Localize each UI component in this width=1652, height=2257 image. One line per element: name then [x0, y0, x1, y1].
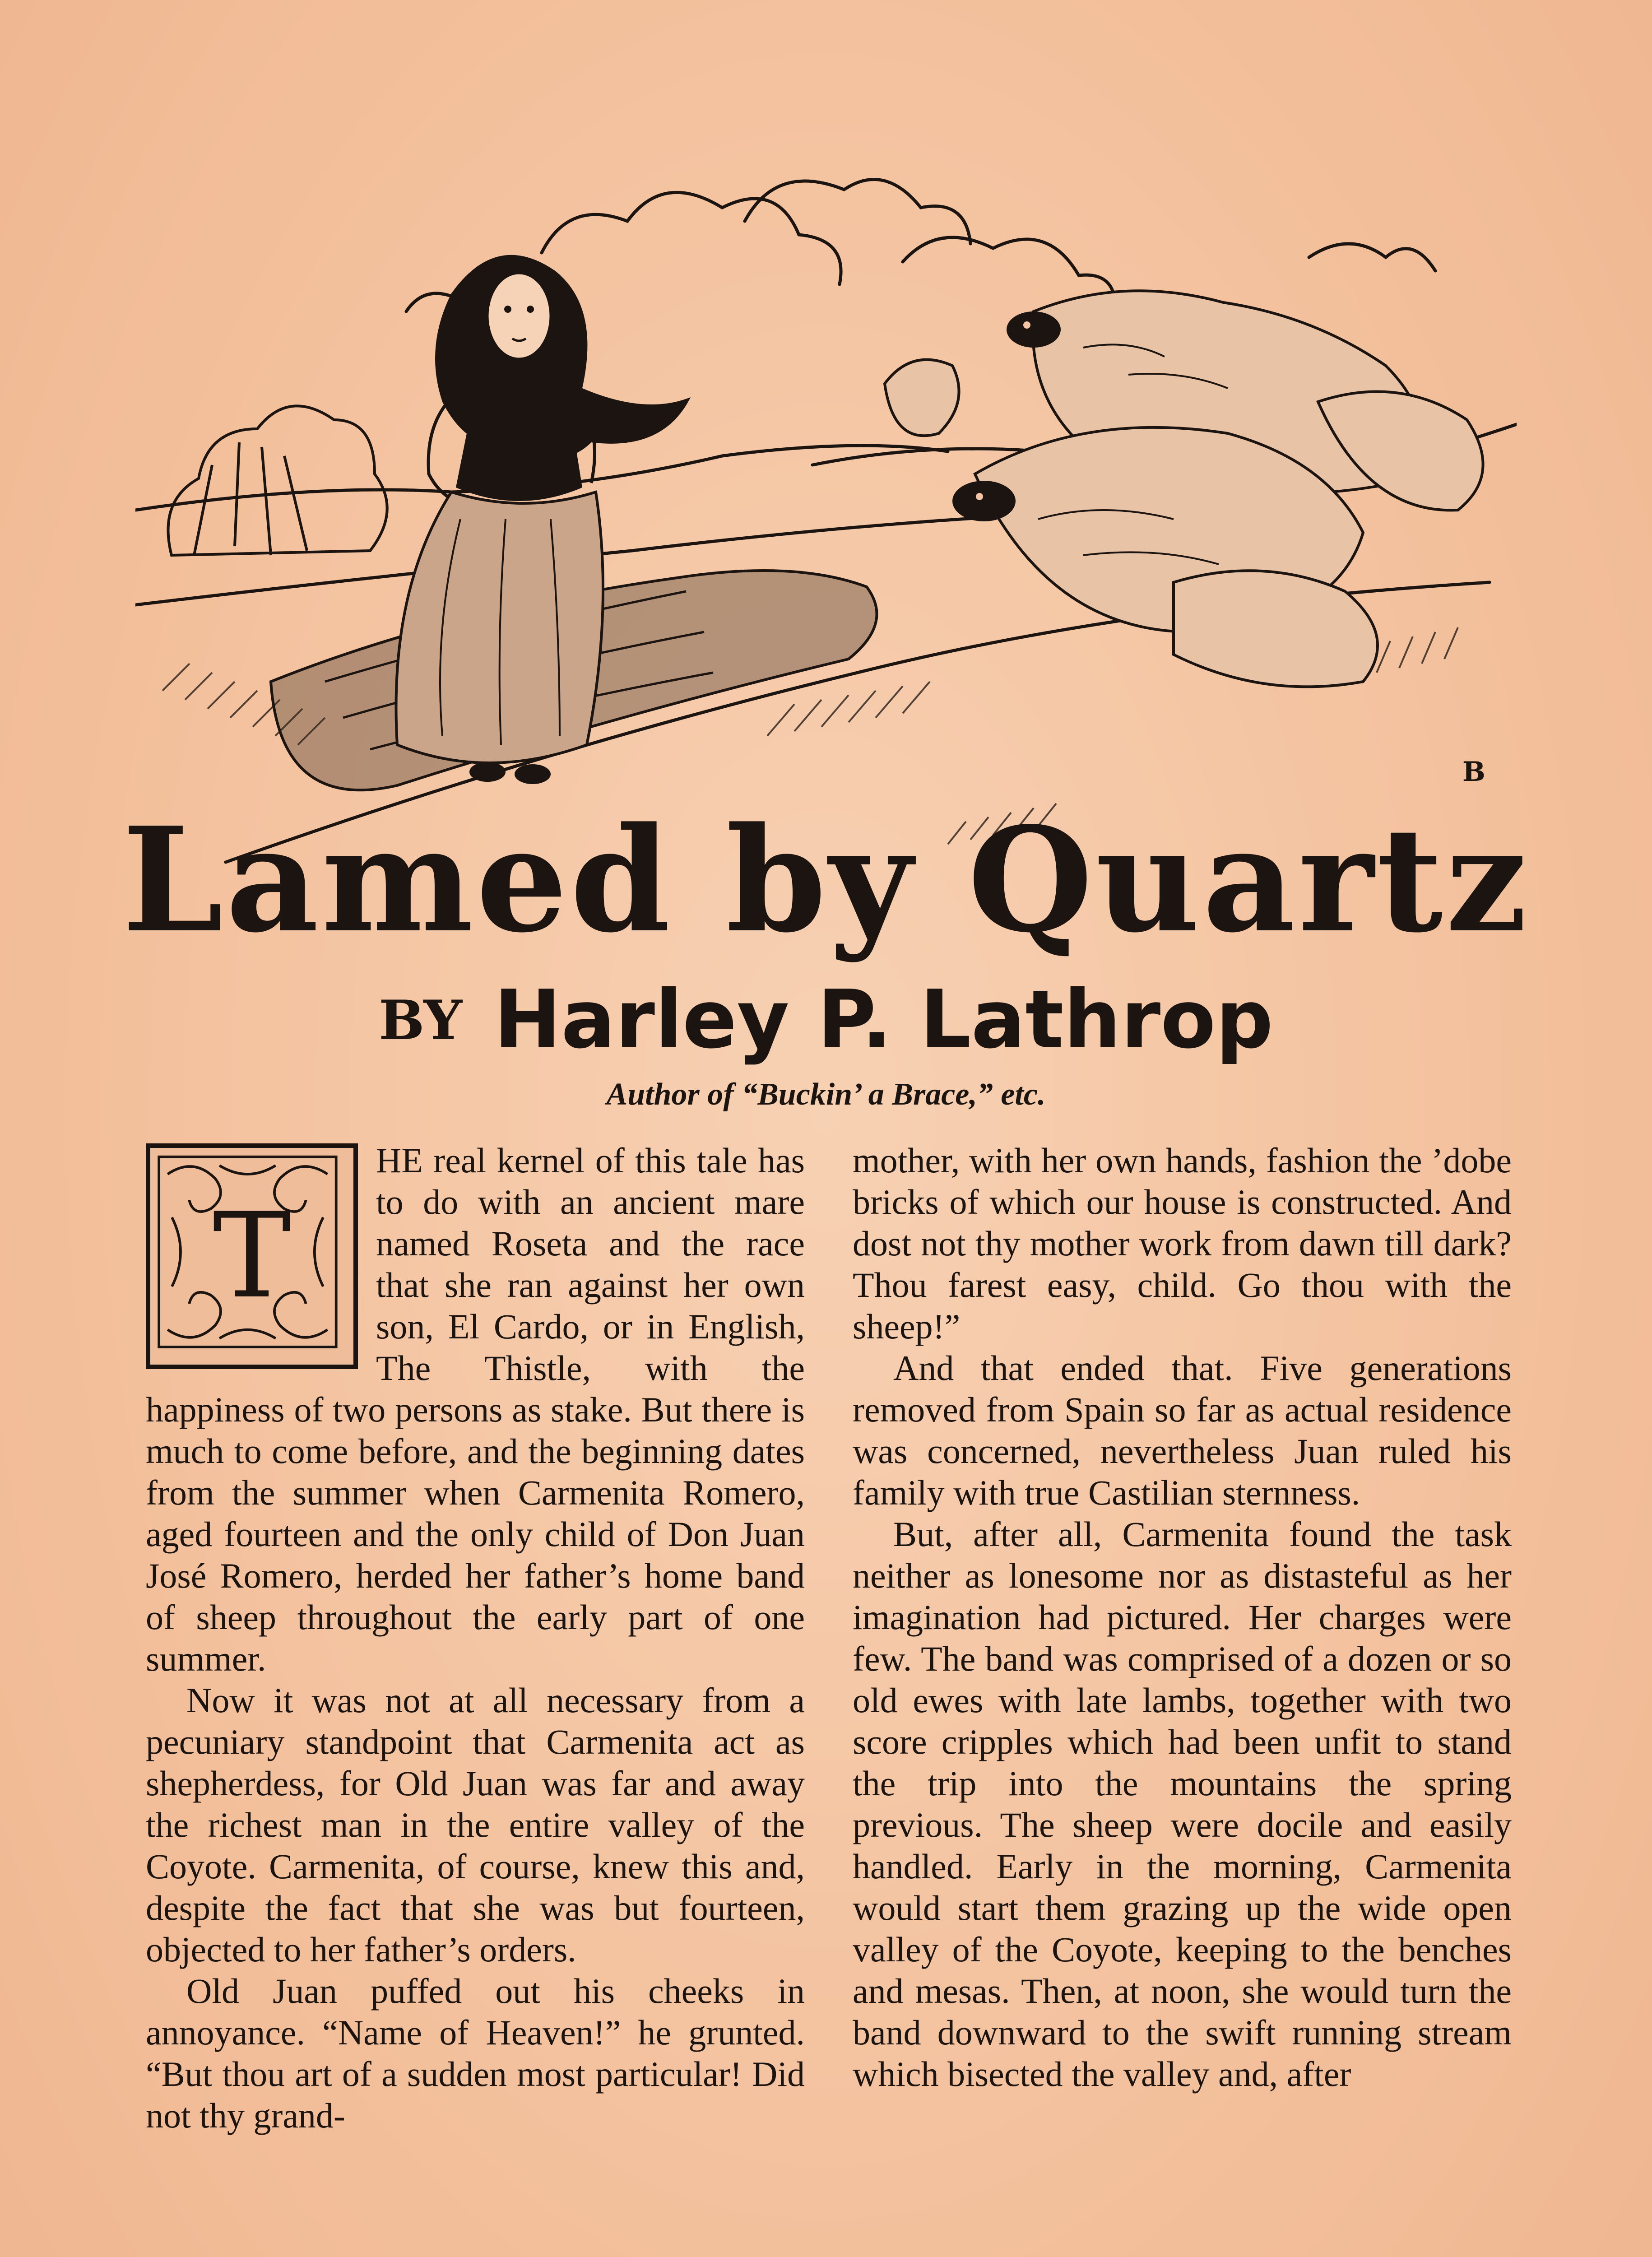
paragraph: HE real kernel of this tale has to do with an ancient mare named Roseta and the race that she ran against her own son, El Cardo, or in English, The Thistle, with the happiness of two persons as stake. But there is much to come before, and the beginning dates from the summer when Carmenita Romero, aged fourteen and the only child of Don Juan José Romero, herded her father’s home band of sheep throughout the early part of one summer. — [146, 1141, 805, 1678]
byline — [0, 973, 1652, 1066]
author-name: Harley P. Lathrop — [494, 973, 1273, 1066]
paragraph: Old Juan puffed out his cheeks in annoyance. “Name of Heaven!” he grunted. “But thou art of a sudden most particular! Did not thy grand- — [146, 1971, 805, 2135]
paragraph: And that ended that. Five generations removed from Spain so far as actual residence was concerned, nevertheless Juan ruled his family with true Castilian sternness. — [853, 1348, 1512, 1512]
paragraph: mother, with her own hands, fashion the ’dobe bricks of which our house is constructed. And dost not thy mother work from dawn till dark? Thou farest easy, child. Go thou with the sheep!” — [853, 1141, 1512, 1346]
drop-cap — [146, 1143, 358, 1369]
paragraph: Now it was not at all necessary from a pecuniary standpoint that Carmenita act as shepherdess, for Old Juan was far and away the richest man in the entire valley of the Coyote. Carmenita, of course, knew this and, despite the fact that she was but fourteen, objected to her father’s orders. — [146, 1681, 805, 1969]
byline-prefix: BY — [379, 989, 463, 1052]
text-column-left — [146, 1140, 805, 2257]
paragraph: But, after all, Carmenita found the task neither as lonesome nor as distasteful as her imagination had pictured. Her charges were few. The band was comprised of a dozen or so old ewes with late lambs, together with two score cripples which had been unfit to stand the trip into the mountains the spring previous. The sheep were docile and easily handled. Early in the morning, Carmenita would start them grazing up the wide open valley of the Coyote, keeping to the benches and mesas. Then, at noon, she would turn the band downward to the swift running stream which bisected the valley and, after — [853, 1514, 1512, 2094]
author-credit: Author of “Buckin’ a Brace,” etc. — [606, 1077, 1046, 1112]
shepherdess-drawing — [135, 149, 1517, 880]
text-column-right — [853, 1140, 1512, 2257]
story-title: Lamed by Quartz — [122, 795, 1530, 964]
svg-text:B: B — [1462, 756, 1485, 788]
drop-cap-letter: T — [213, 1188, 291, 1324]
story-illustration — [135, 149, 1517, 880]
